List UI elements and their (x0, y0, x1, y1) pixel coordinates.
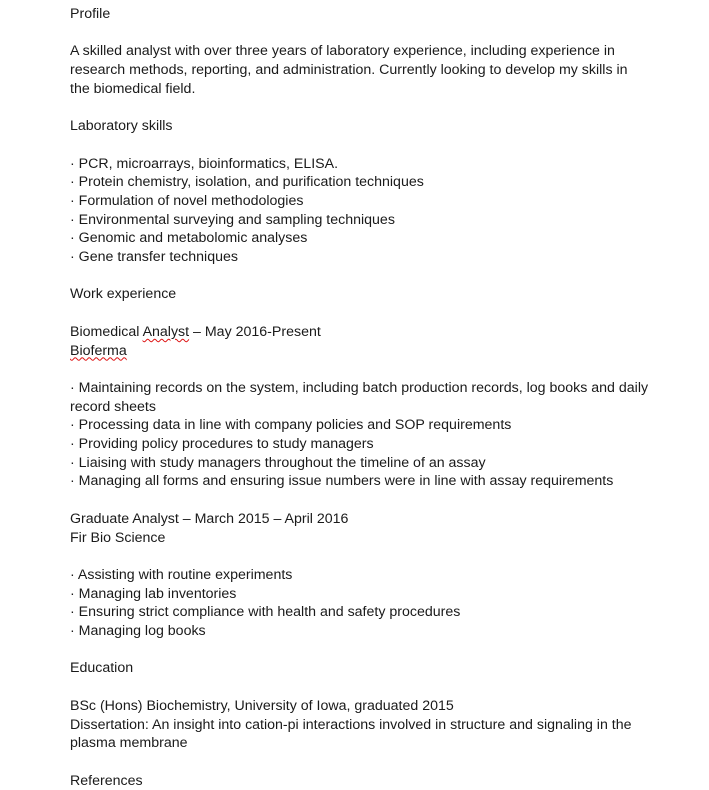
lab-skills-list (70, 155, 650, 267)
list-item: · Processing data in line with company policies and SOP requirements (70, 417, 512, 434)
spacer (70, 24, 650, 43)
spacer (70, 678, 650, 697)
spellcheck-flagged-word[interactable]: Bioferma (70, 342, 127, 359)
job-title: Graduate Analyst – March 2015 – April 2016 (70, 510, 349, 527)
work-experience-heading: Work experience (70, 286, 177, 303)
dissertation-line: Dissertation: An insight into cation-pi interactions involved in structure and signaling in the plasma membrane (70, 716, 632, 752)
education-heading: Education (70, 660, 134, 677)
list-item: · Managing lab inventories (70, 585, 237, 602)
company-name: Fir Bio Science (70, 529, 166, 546)
list-item: · Environmental surveying and sampling techniques (70, 211, 395, 228)
list-item: · Managing all forms and ensuring issue numbers were in line with assay requirements (70, 473, 614, 490)
profile-text: A skilled analyst with over three years of laboratory experience, including experience in research methods, reporting, and administration. Currently looking to develop my skills in the biomedical field. (70, 43, 628, 97)
list-item: · Formulation of novel methodologies (70, 192, 304, 209)
list-item: · Liaising with study managers throughout the timeline of an assay (70, 454, 486, 471)
spacer (70, 491, 650, 510)
list-item: · PCR, microarrays, bioinformatics, ELISA. (70, 155, 339, 172)
degree-line: BSc (Hons) Biochemistry, University of Iowa, graduated 2015 (70, 697, 454, 714)
lab-skills-heading: Laboratory skills (70, 118, 173, 135)
spacer (70, 136, 650, 155)
references-heading: References (70, 772, 143, 789)
list-item: · Providing policy procedures to study managers (70, 436, 374, 453)
document-body (70, 5, 650, 790)
spacer (70, 360, 650, 379)
company-name (70, 342, 650, 361)
spacer (70, 99, 650, 118)
spellcheck-flagged-word[interactable]: Analyst (142, 323, 190, 340)
list-item: · Assisting with routine experiments (70, 566, 293, 583)
list-item: · Ensuring strict compliance with health and safety procedures (70, 604, 461, 621)
profile-heading: Profile (70, 6, 111, 22)
job-duties-list (70, 566, 650, 641)
list-item: · Maintaining records on the system, including batch production records, log books and daily record sheets (70, 379, 649, 415)
job-title-prefix: Biomedical (70, 323, 143, 340)
list-item: · Managing log books (70, 623, 206, 640)
spacer (70, 641, 650, 660)
list-item: · Protein chemistry, isolation, and purification techniques (70, 174, 424, 191)
job-duties-list (70, 379, 650, 491)
list-item: · Gene transfer techniques (70, 249, 238, 266)
spacer (70, 547, 650, 566)
spacer (70, 304, 650, 323)
list-item: · Genomic and metabolomic analyses (70, 230, 308, 247)
spacer (70, 267, 650, 286)
job-title (70, 323, 650, 342)
spacer (70, 753, 650, 772)
job-title-dates: – May 2016-Present (189, 323, 321, 340)
